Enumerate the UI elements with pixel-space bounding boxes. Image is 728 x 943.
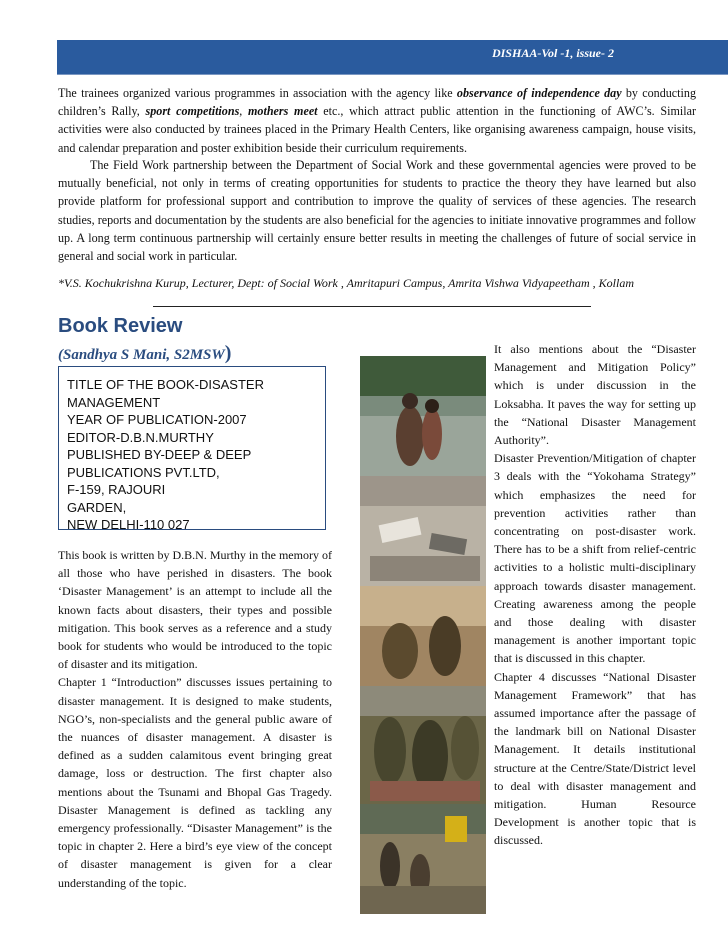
book-info-box [58,366,326,530]
flood-photo [360,356,486,476]
intro-paragraph-2: The Field Work partnership between the Department of Social Work and these governmental agencies were proved to be mutually beneficial, not only in terms of creating opportunities for students to practice the theory they have learned but also provide platform for professional support and contribution to improve the quality of services of these agencies. The research studies, reports and documentation by the students are also beneficial for the agencies to initiate innovative programmes and follow up. A long term continuous partnership will certainly ensure better results in meeting the challenges of future of social service in general and social work in particular. [58,158,696,264]
review-left-column [58,546,332,892]
rescue-photo [360,586,486,686]
debris-photo [360,476,486,586]
book-info-line: EDITOR-D.B.N.MURTHY [67,429,214,445]
intro-paragraph-1 [58,84,696,157]
intro-emphasis: sport competitions [145,104,240,119]
section-title: Book Review [58,315,183,337]
book-info-line: MANAGEMENT [67,394,161,410]
flooded-street-photo [360,804,486,914]
book-info-line: PUBLICATIONS PVT.LTD, [67,464,220,480]
section-divider [153,306,591,307]
book-info-line: YEAR OF PUBLICATION-2007 [67,412,247,427]
header-bar [57,40,728,74]
book-info-line: GARDEN, [67,499,127,515]
photo-collage [360,356,486,914]
intro-emphasis: mothers meet [248,104,318,119]
intro-text: , [239,104,249,119]
book-info-line: PUBLISHED BY-DEEP & DEEP [67,447,252,462]
intro-text: etc., which attract public attention in the functioning of AWC’s. Similar activities were also conducted by trainees placed in the Primary Health Centers, like organising awareness campaign, house visits, and calendar preparation and poster exhibition beside their curriculum requirements. [58,104,697,155]
soldiers-photo [360,686,486,804]
review-paragraph: Chapter 1 “Introduction” discusses issues pertaining to disaster management. It is designed to make students, NGO’s, non-specialists and the general public aware of the nuances of disaster management. A disaster is defined as a sudden calamitous event bringing great damage, loss or destruction. The first chapter also mentions about the Tsunami and Bhopal Gas Tragedy. Disaster Management is defined as tackling any emergency professionally. “Disaster Management” is the topic in chapter 2. Here a bird’s eye view of the concept of disaster management is given for a clear understanding of the topic. [58,675,332,890]
review-paragraph: Disaster Prevention/Mitigation of chapter 3 deals with the “Yokohama Strategy” which emphasizes the need for prevention activities rather than concentrating on post-disaster work. There has to be a shift from relief-centric activities to a holistic multi-disciplinary approach towards disaster management. Creating awareness among the people and those dealing with disaster management is another important topic that is discussed in this chapter. [494,451,696,666]
disaster-photos [360,356,486,914]
book-info-line: F-159, RAJOURI [67,482,166,497]
issue-label: DISHAA-Vol -1, issue- 2 [491,46,614,60]
review-paragraph: It also mentions about the “Disaster Management and Mitigation Policy” which is under discussion in the Loksabha. It paves the way for setting up the “National Disaster Management Authority”. [494,342,696,448]
intro-text: The trainees organized various programmes in association with the agency like [58,86,457,100]
review-author-paren: ) [224,342,232,364]
review-paragraph: Chapter 4 discusses “National Disaster Management Framework” that has assumed importance after the passage of the landmark bill on National Disaster Management. It details institutional structure at the Centre/State/District level to deal with disaster management and mitigation. Human Resource Development is another topic that is discussed. [494,669,696,848]
article-author: *V.S. Kochukrishna Kurup, Lecturer, Dept: of Social Work , Amritapuri Campus, Amrita Vishwa Vidyapeetham , Kollam [58,276,634,290]
book-info-line: NEW DELHI-110 027 [67,517,190,532]
book-info-line: TITLE OF THE BOOK-DISASTER [67,377,264,392]
review-author-name: (Sandhya S Mani, S2MSW [58,347,225,363]
review-paragraph: This book is written by D.B.N. Murthy in the memory of all those who have perished in disasters. The book ‘Disaster Management’ is an attempt to include all the known facts about disasters, their types and possible mitigation. This book serves as a reference and a study book for students who would be introduced to the topic of disaster and its mitigation. [58,548,332,672]
review-right-column [494,340,696,850]
intro-text: by conducting children’s Rally, [58,86,696,119]
header-divider [57,74,728,75]
intro-emphasis: observance of independence day [456,86,622,100]
review-author [58,342,231,365]
